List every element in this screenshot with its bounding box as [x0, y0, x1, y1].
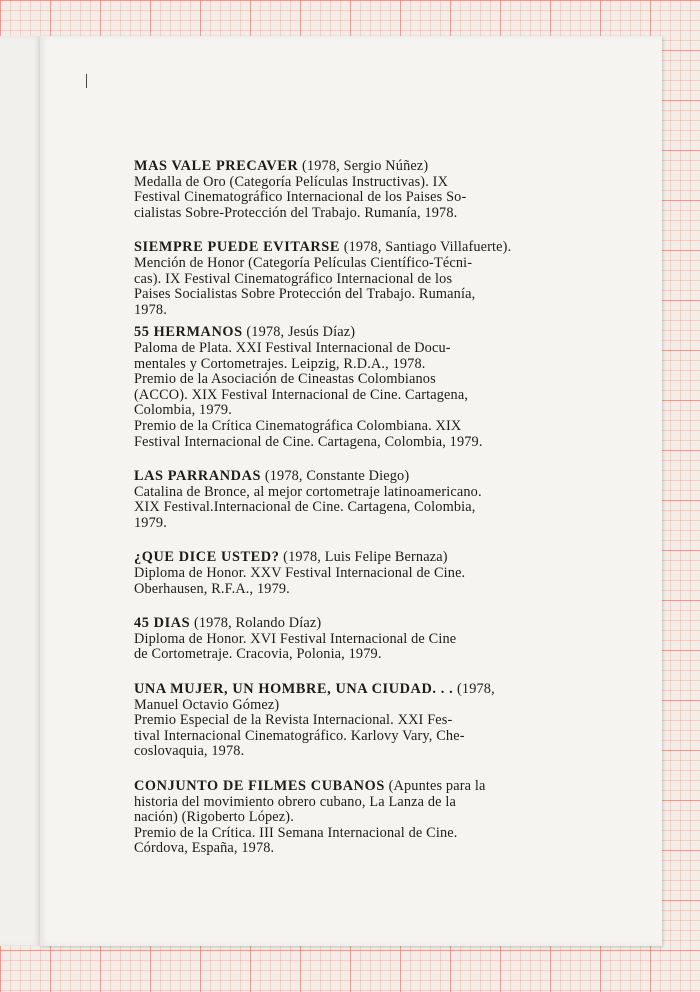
award-entry: [134, 779, 566, 857]
film-details: (1978, Constante Diego): [261, 468, 410, 485]
entry-line: coslovaquia, 1978.: [134, 743, 245, 760]
awards-list: [134, 159, 566, 876]
film-details: (1978, Luis Felipe Bernaza): [279, 549, 448, 566]
entry-line: Festival Cinematográfico Internacional de los Paises So-: [134, 189, 467, 206]
film-title: 45 DIAS: [134, 615, 191, 632]
entry-line: 1978.: [134, 301, 167, 318]
entry-line: nación) (Rigoberto López).: [134, 809, 294, 826]
entry-line: Premio de la Crítica. III Semana Internacional de Cine.: [134, 824, 458, 841]
entry-line: mentales y Cortometrajes. Leipzig, R.D.A., 1978.: [134, 355, 426, 372]
film-details: (1978, Rolando Díaz): [190, 615, 322, 632]
entry-line: Colombia, 1979.: [134, 402, 232, 419]
entry-line: Mención de Honor (Categoría Películas Científico-Técni-: [134, 254, 473, 271]
entry-line: Medalla de Oro (Categoría Películas Instructivas). IX: [134, 173, 449, 190]
film-details: (1978,: [453, 681, 495, 698]
entry-line: (ACCO). XIX Festival Internacional de Cine. Cartagena,: [134, 386, 469, 403]
entry-line: Premio de la Asociación de Cineastas Colombianos: [134, 371, 436, 388]
entry-line: Catalina de Bronce, al mejor cortometraje latinoamericano.: [134, 483, 482, 500]
booklet-page: [40, 36, 662, 946]
entry-line: Festival Internacional de Cine. Cartagena, Colombia, 1979.: [134, 433, 483, 450]
film-details: (1978, Sergio Núñez): [298, 158, 429, 174]
page-mark: [86, 74, 87, 88]
entry-line: Córdova, España, 1978.: [134, 840, 275, 857]
film-title: MAS VALE PRECAVER: [134, 158, 299, 174]
award-entry: [134, 682, 566, 760]
film-title: SIEMPRE PUEDE EVITARSE: [134, 239, 340, 256]
award-entry: [134, 550, 566, 597]
award-entry: [134, 240, 566, 318]
award-entry: [134, 159, 566, 221]
entry-line: de Cortometraje. Cracovia, Polonia, 1979.: [134, 646, 382, 663]
entry-line: Premio Especial de la Revista Internacional. XXI Fes-: [134, 712, 453, 729]
entry-line: tival Internacional Cinematográfico. Karlovy Vary, Che-: [134, 727, 465, 744]
entry-line: Diploma de Honor. XVI Festival Internacional de Cine: [134, 630, 457, 647]
film-details: (1978, Jesús Díaz): [242, 324, 356, 341]
entry-line: historia del movimiento obrero cubano, La Lanza de la: [134, 793, 456, 810]
entry-line: Premio de la Crítica Cinematográfica Colombiana. XIX: [134, 417, 462, 434]
film-details: (1978, Santiago Villafuerte).: [339, 239, 512, 256]
film-title: ¿QUE DICE USTED?: [134, 549, 280, 566]
entry-line: Paises Socialistas Sobre Protección del Trabajo. Rumanía,: [134, 286, 476, 303]
film-title: 55 HERMANOS: [134, 324, 243, 341]
facing-page: [0, 36, 40, 946]
entry-line: Paloma de Plata. XXI Festival Internacional de Docu-: [134, 339, 451, 356]
award-entry: [134, 325, 566, 450]
film-details: (Apuntes para la: [384, 778, 486, 794]
entry-line: cialistas Sobre-Protección del Trabajo. Rumanía, 1978.: [134, 204, 458, 221]
film-title: UNA MUJER, UN HOMBRE, UNA CIUDAD. . .: [134, 681, 454, 698]
entry-line: XIX Festival.Internacional de Cine. Cartagena, Colombia,: [134, 499, 476, 516]
entry-line: cas). IX Festival Cinematográfico Internacional de los: [134, 270, 453, 287]
film-title: CONJUNTO DE FILMES CUBANOS: [134, 778, 385, 794]
entry-line: Manuel Octavio Gómez): [134, 696, 280, 713]
award-entry: [134, 469, 566, 531]
entry-line: Oberhausen, R.F.A., 1979.: [134, 580, 290, 597]
film-title: LAS PARRANDAS: [134, 468, 262, 485]
entry-line: Diploma de Honor. XXV Festival Internacional de Cine.: [134, 565, 466, 582]
entry-line: 1979.: [134, 514, 167, 531]
award-entry: [134, 616, 566, 663]
